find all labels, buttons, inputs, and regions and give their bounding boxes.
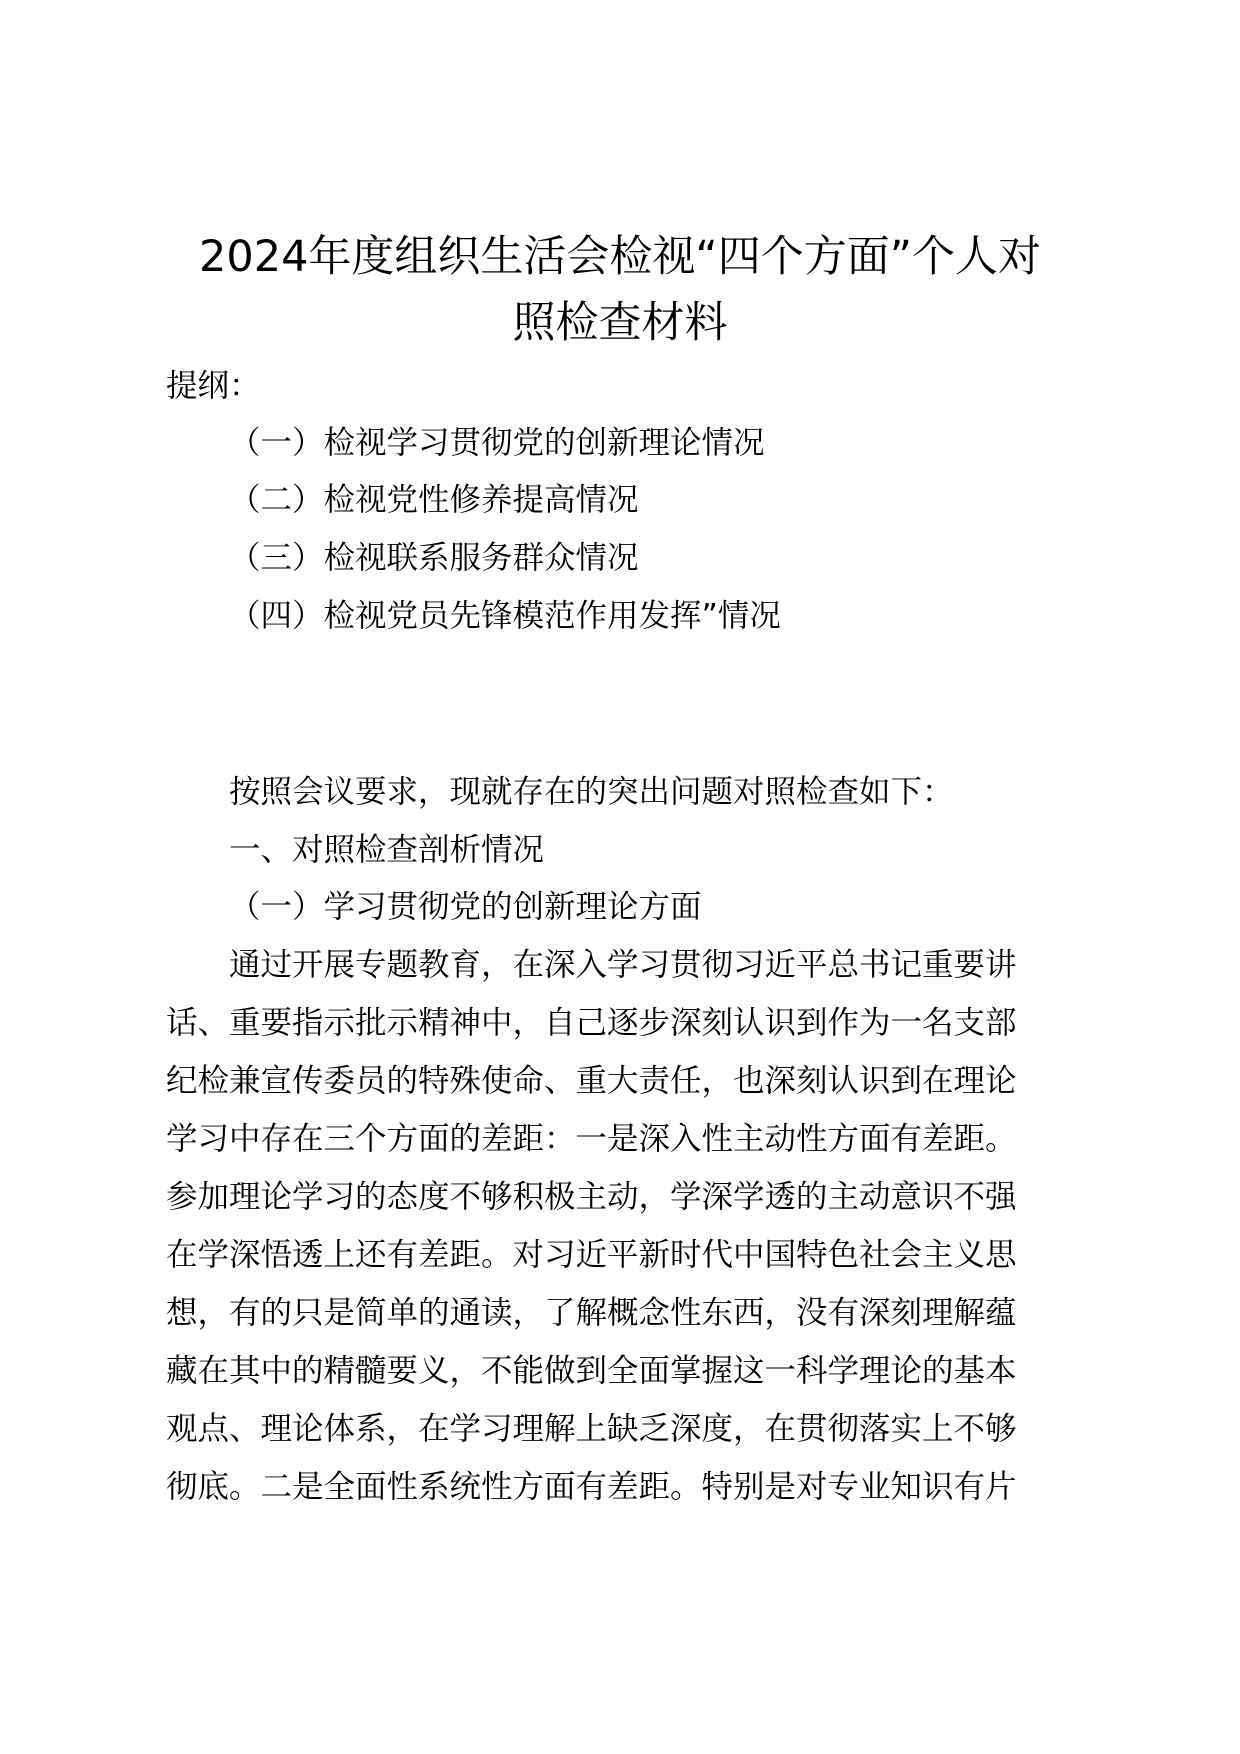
subsection-heading-1: （一）学习贯彻党的创新理论方面 — [229, 889, 702, 925]
body-line-2: 话、重要指示批示精神中，自己逐步深刻认识到作为一名支部 — [166, 1005, 1017, 1041]
section-heading-1: 一、对照检查剖析情况 — [229, 832, 545, 868]
body-line-8: 藏在其中的精髓要义，不能做到全面掌握这一科学理论的基本 — [166, 1353, 1017, 1389]
body-line-7: 想，有的只是简单的通读，了解概念性东西，没有深刻理解蕴 — [166, 1295, 1017, 1331]
outline-item-2: （二）检视党性修养提高情况 — [229, 482, 639, 518]
body-line-10: 彻底。二是全面性系统性方面有差距。特别是对专业知识有片 — [166, 1469, 1017, 1505]
outline-item-3: （三）检视联系服务群众情况 — [229, 540, 639, 576]
intro-paragraph: 按照会议要求，现就存在的突出问题对照检查如下： — [229, 774, 954, 810]
body-line-9: 观点、理论体系，在学习理解上缺乏深度，在贯彻落实上不够 — [166, 1411, 1017, 1447]
document-title-line-1: 2024年度组织生活会检视“四个方面”个人对 — [199, 232, 1041, 282]
outline-item-1: （一）检视学习贯彻党的创新理论情况 — [229, 425, 765, 461]
body-line-6: 在学深悟透上还有差距。对习近平新时代中国特色社会主义思 — [166, 1237, 1017, 1273]
body-line-5: 参加理论学习的态度不够积极主动，学深学透的主动意识不强 — [166, 1179, 1017, 1215]
outline-label: 提纲： — [166, 368, 261, 404]
body-line-4: 学习中存在三个方面的差距：一是深入性主动性方面有差距。 — [166, 1121, 1017, 1157]
body-line-3: 纪检兼宣传委员的特殊使命、重大责任，也深刻认识到在理论 — [166, 1063, 1017, 1099]
document-title-line-2: 照检查材料 — [512, 298, 728, 348]
body-line-1: 通过开展专题教育，在深入学习贯彻习近平总书记重要讲 — [229, 947, 1017, 983]
outline-item-4: （四）检视党员先锋模范作用发挥”情况 — [229, 598, 781, 634]
